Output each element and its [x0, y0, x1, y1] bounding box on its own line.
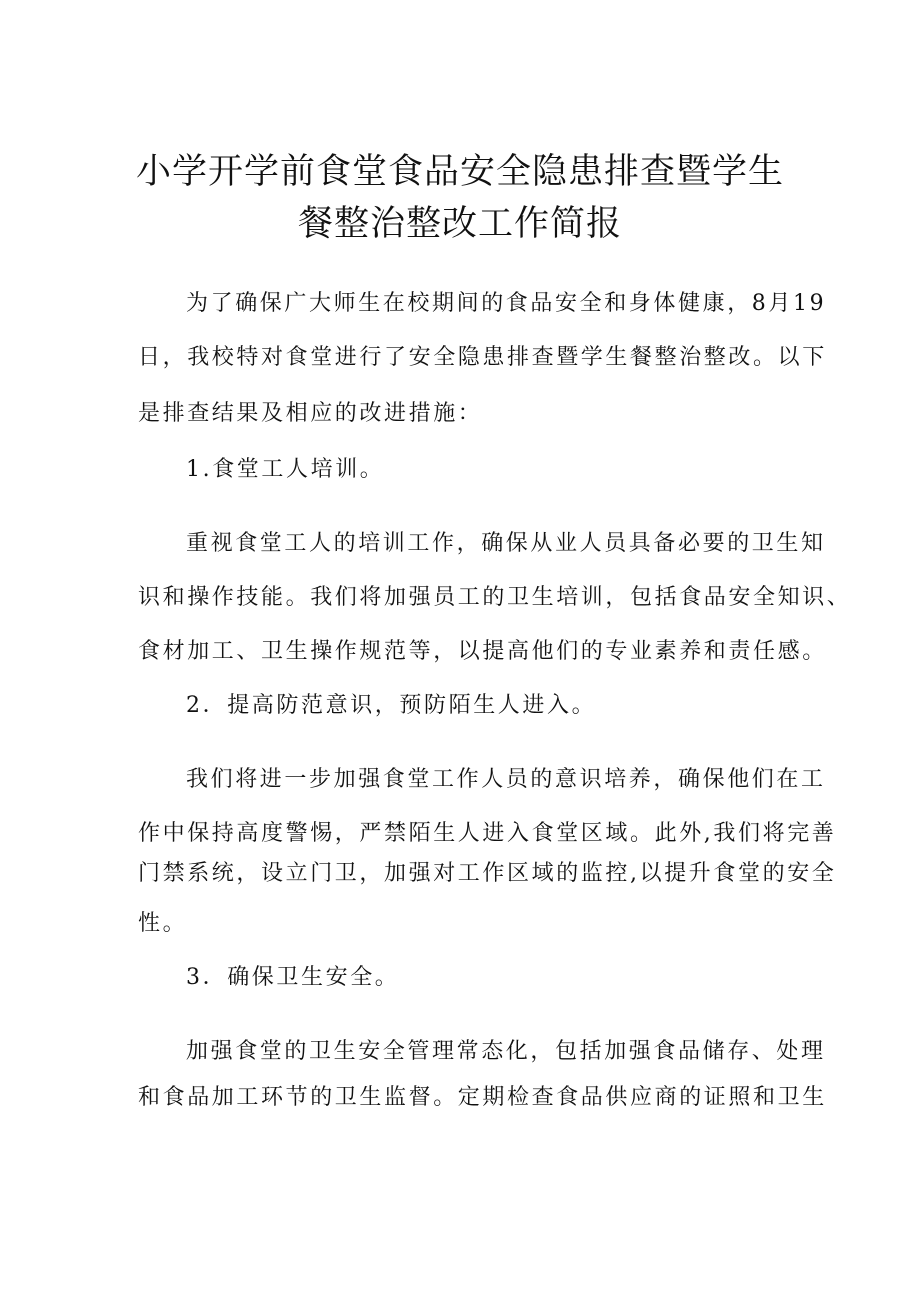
section-1-line-2: 识和操作技能。我们将加强员工的卫生培训，包括食品安全知识、: [138, 585, 852, 610]
section-2-line-4: 性。: [138, 911, 188, 936]
intro-line-1: 为了确保广大师生在校期间的食品安全和身体健康，8月19: [186, 291, 827, 316]
section-1-line-3: 食材加工、卫生操作规范等，以提高他们的专业素养和责任感。: [138, 639, 827, 664]
section-3-line-1: 加强食堂的卫生安全管理常态化，包括加强食品储存、处理: [186, 1039, 826, 1064]
section-2-line-2: 作中保持高度警惕，严禁陌生人进入食堂区域。此外,我们将完善: [138, 821, 837, 846]
section-3-heading: 3．确保卫生安全。: [186, 965, 400, 990]
section-2-line-3: 门禁系统，设立门卫，加强对工作区域的监控,以提升食堂的安全: [138, 861, 837, 886]
intro-line-2: 日，我校特对食堂进行了安全隐患排查暨学生餐整治整改。以下: [138, 345, 827, 370]
intro-line-3: 是排查结果及相应的改进措施：: [138, 401, 483, 426]
section-2-heading: 2．提高防范意识，预防陌生人进入。: [186, 693, 597, 718]
section-1-line-1: 重视食堂工人的培训工作，确保从业人员具备必要的卫生知: [186, 531, 826, 556]
section-2-line-1: 我们将进一步加强食堂工作人员的意识培养，确保他们在工: [186, 767, 826, 792]
section-1-heading: 1.食堂工人培训。: [186, 457, 385, 482]
document-title-line-1: 小学开学前食堂食品安全隐患排查暨学生: [135, 152, 784, 192]
section-3-line-2: 和食品加工环节的卫生监督。定期检查食品供应商的证照和卫生: [138, 1085, 827, 1110]
document-title-line-2: 餐整治整改工作简报: [297, 204, 622, 244]
